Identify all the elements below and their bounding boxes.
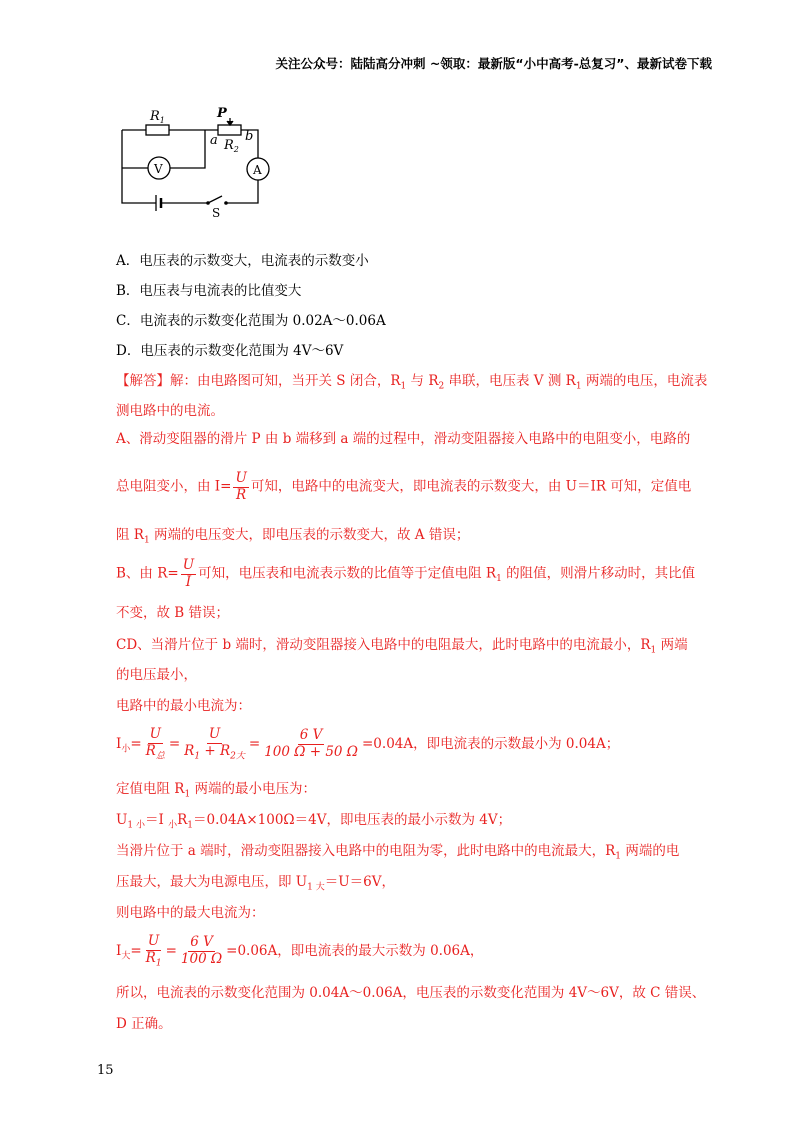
answer-line-14: 当滑片位于 a 端时，滑动变阻器接入电路中的电阻为零，此时电路中的电流最大，$R_1$ 两端的电: [116, 843, 680, 862]
answer-line-11: $I_小=$ $\frac{U}{R_总}$ = $\frac{U}{R_1 + R_{2大}}$ = $\frac{6 V}{100 \Omega + 50 \Omega}$ =0.04A，即电流表的示数最小为 0.04A；: [116, 726, 620, 762]
option-a: A．电压表的示数变大，电流表的示数变小: [116, 253, 369, 269]
r1-label: $R_1$: [150, 109, 165, 125]
b-end-label: b: [245, 129, 254, 144]
answer-line-4: 总电阻变小，由 I= $\frac{U}{R}$ 可知，电路中的电流变大，即电流表的示数变大，由 U＝IR 可知，定值电: [116, 470, 692, 503]
answer-line-19: D 正确。: [116, 1016, 172, 1032]
answer-line-12: 定值电阻 $R_1$ 两端的最小电压为：: [116, 781, 316, 800]
fraction-6v-over-100-ohm: $\frac{6 V}{100 \Omega}$: [180, 934, 223, 967]
p-label: P: [217, 106, 227, 121]
page-header: 关注公众号：陆陆高分冲刺 ~领取：最新版“小中高考-总复习”、最新试卷下载: [275, 56, 712, 71]
answer-line-9: 的电压最小，: [116, 667, 197, 683]
page-number: 15: [97, 1063, 114, 1078]
ammeter-label: A: [253, 163, 262, 177]
answer-line-16: 则电路中的最大电流为：: [116, 905, 265, 921]
a-end-label: a: [210, 133, 218, 148]
r2-label: $R_2$: [224, 138, 239, 154]
answer-line-3: A、滑动变阻器的滑片 P 由 b 端移到 a 端的过程中，滑动变阻器接入电路中的电阻变小，电路的: [116, 431, 691, 447]
option-c: C．电流表的示数变化范围为 0.02A～0.06A: [116, 313, 386, 329]
fraction-u-over-r1-plus-r2: $\frac{U}{R_1 + R_{2大}}$: [184, 726, 245, 762]
fraction-u-over-r-total: $\frac{U}{R_总}$: [145, 726, 165, 762]
answer-line-17: $I_大=$ $\frac{U}{R_1}$ = $\frac{6 V}{100 \Omega}$ =0.06A，即电流表的最大示数为 0.06A，: [116, 933, 484, 969]
fraction-6v-over-150-ohm: $\frac{6 V}{100 \Omega + 50 \Omega}$: [264, 727, 358, 760]
answer-line-7: 不变，故 B 错误；: [116, 605, 230, 621]
fraction-u-over-i: $\frac{U}{I}$: [182, 557, 195, 590]
fraction-u-over-r1: $\frac{U}{R_1}$: [145, 933, 162, 969]
answer-line-8: CD、当滑片位于 b 端时，滑动变阻器接入电路中的电阻最大，此时电路中的电流最小，$R_1$ 两端: [116, 637, 688, 656]
answer-line-18: 所以，电流表的示数变化范围为 0.04A～0.06A，电压表的示数变化范围为 4V～6V，故 C 错误、: [116, 985, 706, 1001]
circuit-diagram: [110, 100, 280, 220]
answer-line-5: 阻 $R_1$ 两端的电压变大，即电压表的示数变大，故 A 错误；: [116, 527, 470, 546]
option-b: B．电压表与电流表的比值变大: [116, 283, 302, 299]
answer-line-2: 测电路中的电流。: [116, 403, 224, 419]
fraction-u-over-r: $\frac{U}{R}$: [235, 470, 247, 503]
answer-line-13: $U_{1 小}=I$ $_小R_1=0.04A\times 100\Omega=4V$，即电压表的最小示数为 4V；: [116, 812, 512, 831]
option-d: D．电压表的示数变化范围为 4V～6V: [116, 343, 344, 359]
voltmeter-label: V: [154, 162, 163, 176]
answer-line-10: 电路中的最小电流为：: [116, 698, 251, 714]
answer-line-15: 压最大，最大为电源电压，即 $U_{1 大}=U=6V$，: [116, 874, 395, 893]
answer-line-6: B、由 R= $\frac{U}{I}$ 可知，电压表和电流表示数的比值等于定值电阻 $R_1$ 的阻值，则滑片移动时，其比值: [116, 557, 696, 590]
answer-line-1: 【解答】解：由电路图可知，当开关 S 闭合，$R_1$ 与 $R_2$ 串联，电压表 V 测 $R_1$ 两端的电压，电流表: [116, 373, 708, 392]
switch-label: S: [212, 206, 221, 220]
